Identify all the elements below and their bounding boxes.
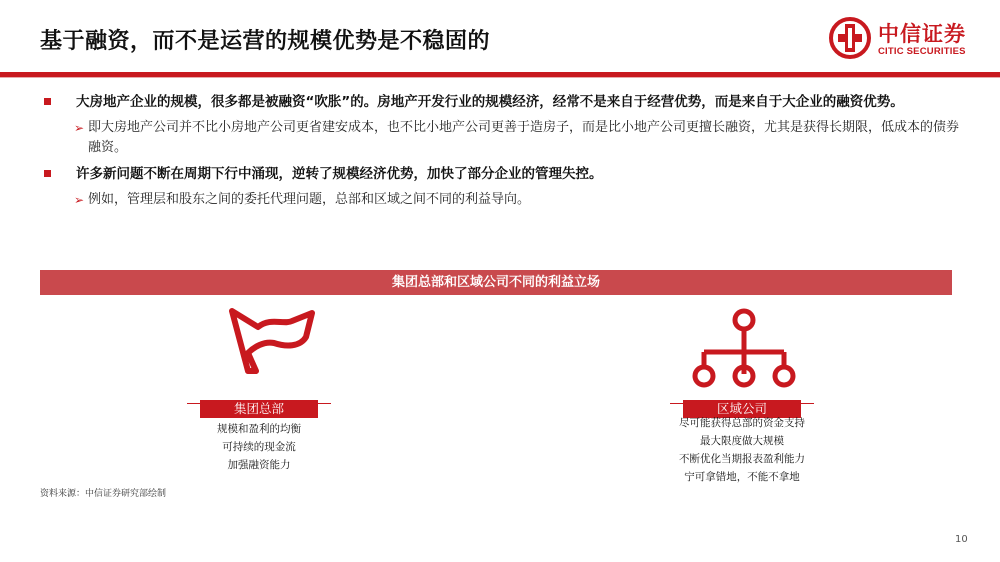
hq-description [180, 420, 338, 474]
sub-bullet-text: 例如，管理层和股东之间的委托代理问题，总部和区域之间不同的利益导向。 [88, 192, 531, 207]
sub-bullet-item [40, 190, 960, 210]
region-line: 不断优化当期报表盈利能力 [679, 453, 805, 465]
region-line: 尽可能获得总部的资金支持 [679, 417, 805, 429]
org-chart-icon [690, 308, 798, 390]
logo-text-cn: 中信证券 [878, 22, 966, 46]
hq-label: 集团总部 [200, 400, 318, 418]
hq-line: 规模和盈利的均衡 [217, 423, 301, 435]
flag-icon [218, 303, 318, 375]
page-number: 10 [955, 534, 968, 545]
square-bullet-icon [44, 98, 51, 105]
bullet-list [40, 92, 960, 210]
hq-line: 可持续的现金流 [222, 441, 296, 453]
arrow-bullet-icon: ➢ [74, 193, 85, 207]
source-note: 资料来源：中信证券研究部绘制 [40, 489, 167, 499]
region-line: 最大限度做大规模 [700, 435, 784, 447]
bullet-item [40, 92, 960, 112]
sub-bullet-item [40, 118, 960, 158]
page-title: 基于融资，而不是运营的规模优势是不稳固的 [40, 29, 491, 54]
square-bullet-icon [44, 170, 51, 177]
region-line: 宁可拿错地，不能不拿地 [684, 471, 800, 483]
bullet-item [40, 164, 960, 184]
figure-banner [40, 270, 952, 295]
figure-banner-text: 集团总部和区域公司不同的利益立场 [391, 275, 600, 290]
region-description [650, 414, 834, 486]
logo-text-en: CITIC SECURITIES [878, 46, 966, 57]
region-label: 区域公司 [683, 400, 801, 418]
arrow-bullet-icon: ➢ [74, 121, 85, 135]
sub-bullet-text: 即大房地产公司并不比小房地产公司更省建安成本，也不比小地产公司更善于造房子，而是比小地产公司更擅长融资，尤其是获得长期限，低成本的债券融资。 [88, 120, 960, 155]
citic-logo [828, 16, 978, 62]
header-divider-light [0, 77, 1000, 78]
bullet-text: 大房地产企业的规模，很多都是被融资“吹胀”的。房地产开发行业的规模经济，经常不是来自于经营优势，而是来自于大企业的融资优势。 [76, 94, 904, 110]
citic-logo-icon [828, 16, 872, 60]
hq-line: 加强融资能力 [227, 459, 291, 471]
bullet-text: 许多新问题不断在周期下行中涌现，逆转了规模经济优势，加快了部分企业的管理失控。 [76, 166, 603, 182]
